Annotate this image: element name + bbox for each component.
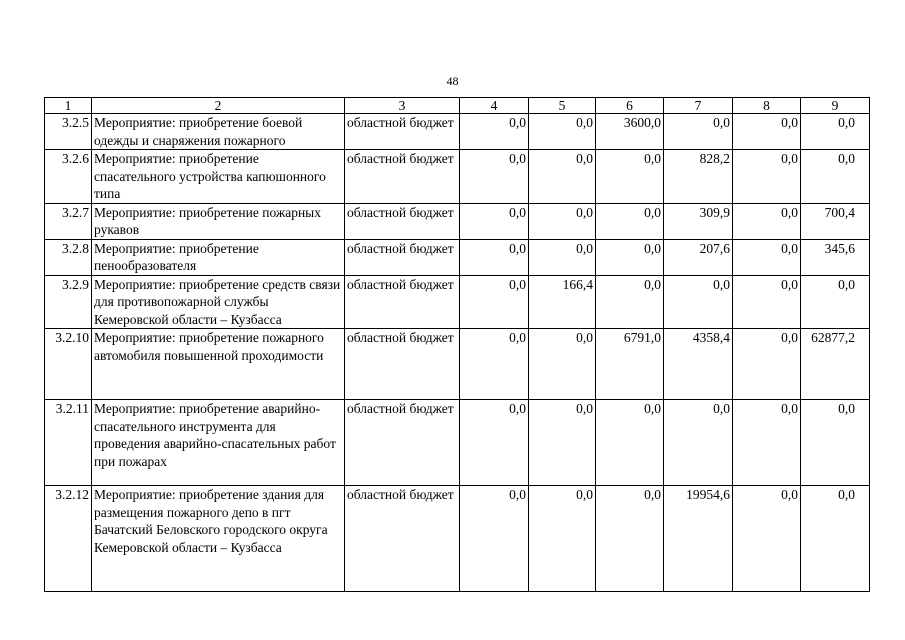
- row-number: 3.2.8: [45, 239, 92, 275]
- table-row: [45, 329, 870, 400]
- column-number: 9: [801, 98, 870, 114]
- value-cell: 0,0: [733, 150, 801, 204]
- value-cell: 0,0: [460, 400, 529, 486]
- value-cell: 0,0: [596, 203, 664, 239]
- value-cell: 0,0: [460, 329, 529, 400]
- value-cell: 700,4: [801, 203, 870, 239]
- column-number: 4: [460, 98, 529, 114]
- value-cell: 0,0: [529, 114, 596, 150]
- activity-name: Мероприятие: приобретение средств связи для противопожарной службы Кемеровской области – Кузбасса: [92, 275, 345, 329]
- funding-source: областной бюджет: [345, 400, 460, 486]
- funding-source: областной бюджет: [345, 150, 460, 204]
- row-number: 3.2.5: [45, 114, 92, 150]
- activity-name: Мероприятие: приобретение пожарного автомобиля повышенной проходимости: [92, 329, 345, 400]
- value-cell: 0,0: [801, 150, 870, 204]
- value-cell: 0,0: [529, 150, 596, 204]
- column-number: 2: [92, 98, 345, 114]
- column-number: 5: [529, 98, 596, 114]
- value-cell: 0,0: [596, 486, 664, 592]
- funding-source: областной бюджет: [345, 275, 460, 329]
- value-cell: 0,0: [460, 239, 529, 275]
- funding-source: областной бюджет: [345, 486, 460, 592]
- column-number: 7: [664, 98, 733, 114]
- row-number: 3.2.6: [45, 150, 92, 204]
- activity-name: Мероприятие: приобретение пенообразователя: [92, 239, 345, 275]
- activity-name: Мероприятие: приобретение здания для размещения пожарного депо в пгт Бачатский Беловского городского округа Кемеровской области – Кузбасса: [92, 486, 345, 592]
- table-row: [45, 114, 870, 150]
- value-cell: 0,0: [733, 400, 801, 486]
- value-cell: 0,0: [460, 203, 529, 239]
- activity-name: Мероприятие: приобретение аварийно-спасательного инструмента для проведения аварийно-спасательных работ при пожарах: [92, 400, 345, 486]
- value-cell: 0,0: [460, 114, 529, 150]
- value-cell: 345,6: [801, 239, 870, 275]
- value-cell: 19954,6: [664, 486, 733, 592]
- value-cell: 0,0: [801, 486, 870, 592]
- row-number: 3.2.9: [45, 275, 92, 329]
- value-cell: 0,0: [733, 275, 801, 329]
- value-cell: 3600,0: [596, 114, 664, 150]
- column-number: 6: [596, 98, 664, 114]
- column-number: 3: [345, 98, 460, 114]
- value-cell: 0,0: [664, 275, 733, 329]
- value-cell: 0,0: [733, 329, 801, 400]
- column-number: 1: [45, 98, 92, 114]
- row-number: 3.2.10: [45, 329, 92, 400]
- value-cell: 0,0: [529, 486, 596, 592]
- value-cell: 0,0: [664, 400, 733, 486]
- value-cell: 0,0: [733, 114, 801, 150]
- activity-name: Мероприятие: приобретение пожарных рукавов: [92, 203, 345, 239]
- value-cell: 0,0: [733, 239, 801, 275]
- value-cell: 0,0: [460, 150, 529, 204]
- table-row: [45, 239, 870, 275]
- value-cell: 0,0: [529, 400, 596, 486]
- funding-source: областной бюджет: [345, 114, 460, 150]
- value-cell: 828,2: [664, 150, 733, 204]
- budget-table: [44, 97, 870, 592]
- value-cell: 0,0: [733, 203, 801, 239]
- column-number-row: [45, 98, 870, 114]
- funding-source: областной бюджет: [345, 239, 460, 275]
- activity-name: Мероприятие: приобретение спасательного устройства капюшонного типа: [92, 150, 345, 204]
- value-cell: 62877,2: [801, 329, 870, 400]
- value-cell: 0,0: [460, 486, 529, 592]
- value-cell: 0,0: [733, 486, 801, 592]
- funding-source: областной бюджет: [345, 329, 460, 400]
- value-cell: 0,0: [596, 275, 664, 329]
- table-row: [45, 150, 870, 204]
- table-row: [45, 486, 870, 592]
- value-cell: 0,0: [529, 329, 596, 400]
- page-number: 48: [446, 74, 459, 88]
- value-cell: 0,0: [664, 114, 733, 150]
- row-number: 3.2.7: [45, 203, 92, 239]
- funding-source: областной бюджет: [345, 203, 460, 239]
- row-number: 3.2.12: [45, 486, 92, 592]
- table-row: [45, 275, 870, 329]
- value-cell: 0,0: [529, 239, 596, 275]
- value-cell: 4358,4: [664, 329, 733, 400]
- value-cell: 0,0: [460, 275, 529, 329]
- value-cell: 0,0: [596, 150, 664, 204]
- value-cell: 309,9: [664, 203, 733, 239]
- activity-name: Мероприятие: приобретение боевой одежды и снаряжения пожарного: [92, 114, 345, 150]
- row-number: 3.2.11: [45, 400, 92, 486]
- value-cell: 0,0: [596, 400, 664, 486]
- value-cell: 0,0: [801, 400, 870, 486]
- value-cell: 0,0: [801, 275, 870, 329]
- value-cell: 0,0: [801, 114, 870, 150]
- value-cell: 6791,0: [596, 329, 664, 400]
- value-cell: 0,0: [529, 203, 596, 239]
- table-row: [45, 203, 870, 239]
- value-cell: 166,4: [529, 275, 596, 329]
- table-row: [45, 400, 870, 486]
- value-cell: 0,0: [596, 239, 664, 275]
- value-cell: 207,6: [664, 239, 733, 275]
- column-number: 8: [733, 98, 801, 114]
